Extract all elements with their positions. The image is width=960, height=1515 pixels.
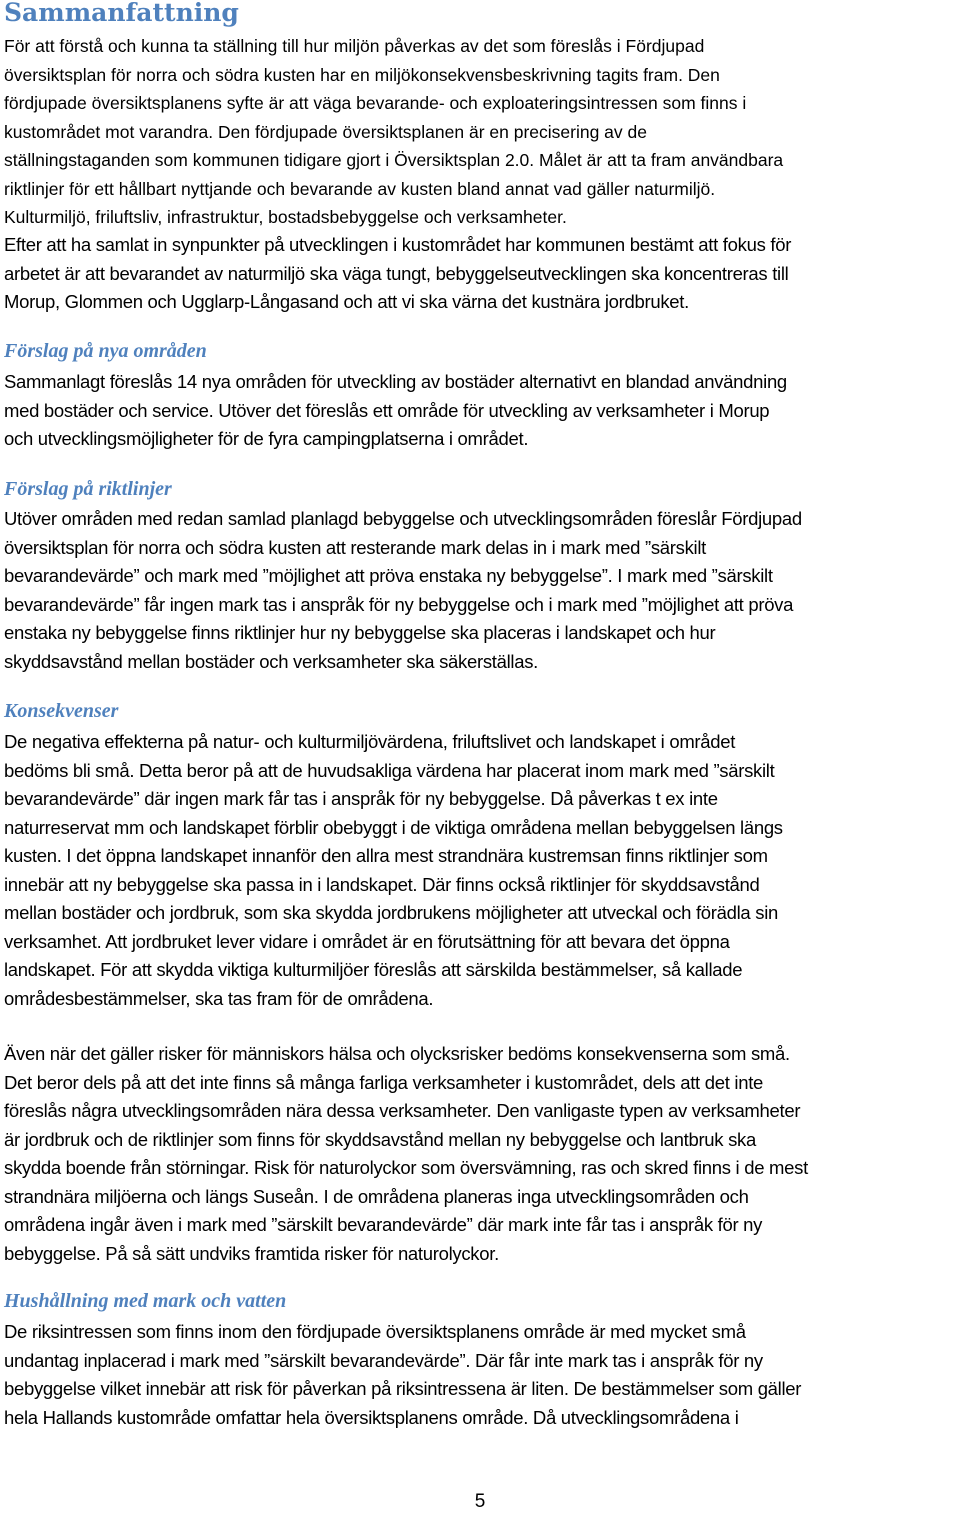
text-line: Sammanlagt föreslås 14 nya områden för utveckling av bostäder alternativt en blandad användning [4, 371, 787, 392]
text-line: bedöms bli små. Detta beror på att de huvudsakliga värdena har placerat inom mark med ”särskilt [4, 759, 775, 781]
text-line: verksamhet. Att jordbruket lever vidare i området är en förutsättning för att bevara det öppna [4, 930, 730, 952]
heading-forslag-omraden: Förslag på nya områden [4, 340, 207, 362]
text-line: ställningstaganden som kommunen tidigare gjort i Översiktsplan 2.0. Målet är att ta fram användbara [4, 150, 784, 170]
text-line: översiktsplan för norra och södra kusten att resterande mark delas in i mark med ”särskilt [4, 536, 706, 558]
text-line: bevarandevärde” och mark med ”möjlighet att pröva enstaka ny bebyggelse”. I mark med ”särskilt [4, 565, 773, 586]
text-line: kustområdet mot varandra. Den fördjupade översiktsplanen är en precisering av de [4, 121, 647, 142]
text-line: och utvecklingsmöjligheter för de fyra campingplatserna i området. [4, 428, 529, 449]
text-line: riktlinjer för ett hållbart nyttjande och bevarande av kusten bland annat vad gäller naturmiljö. [4, 178, 716, 199]
text-line: skyddsavstånd mellan bostäder och verksamheter ska säkerställas. [4, 650, 539, 672]
text-line: naturreservat mm och landskapet förblir obebyggt i de viktiga områdena mellan bebyggelsen längs [4, 816, 783, 838]
text-line: bebyggelse. På så sätt undviks framtida risker för naturolyckor. [4, 1242, 499, 1264]
text-line: undantag inplacerad i mark med ”särskilt bevarandevärde”. Där får inte mark tas i anspråk för ny [4, 1349, 763, 1371]
text-line: För att förstå och kunna ta ställning till hur miljön påverkas av det som föreslås i Fördjupad [4, 36, 705, 56]
text-line: föreslås några utvecklingsområden nära dessa verksamheter. Den vanligaste typen av verksamheter [4, 1100, 801, 1121]
page-number: 5 [474, 1491, 486, 1512]
text-line: mellan bostäder och jordbruk, som ska skydda jordbrukens möjligheter att utveckal och förädla sin [4, 902, 778, 923]
paragraph-konsekvenser-1 [4, 728, 958, 1013]
text-line: arbetet är att bevarandet av naturmiljö ska väga tungt, bebyggelseutvecklingen ska koncentreras till [4, 262, 789, 284]
text-line: innebär att ny bebyggelse ska passa in i landskapet. Där finns också riktlinjer för skyddsavstånd [4, 873, 760, 895]
paragraph-forslag-omraden [4, 368, 958, 454]
text-line: fördjupade översiktsplanens syfte är att väga bevarande- och exploateringsintressen som finns i [4, 93, 747, 113]
text-line: områdena ingår även i mark med ”särskilt bevarandevärde” där mark inte får tas i anspråk för ny [4, 1214, 763, 1235]
text-line: Utöver områden med redan samlad planlagd bebyggelse och utvecklingsområden föreslår Fördjupad [4, 508, 802, 529]
text-line: Även när det gäller risker för människors hälsa och olycksrisker bedöms konsekvenserna som små. [4, 1043, 790, 1064]
text-line: översiktsplan för norra och södra kusten har en miljökonsekvensbeskrivning tagits fram. Den [4, 64, 720, 85]
text-line: områdesbestämmelser, ska tas fram för de områdena. [4, 987, 434, 1009]
text-line: bebyggelse vilket innebär att risk för påverkan på riksintressena är liten. De bestämmelser som gäller [4, 1378, 802, 1399]
heading-forslag-riktlinjer: Förslag på riktlinjer [4, 478, 172, 500]
paragraph-konsekvenser-2 [4, 1040, 958, 1268]
text-line: De riksintressen som finns inom den fördjupade översiktsplanens område är med mycket små [4, 1321, 746, 1342]
text-line: skydda boende från störningar. Risk för naturolyckor som översvämning, ras och skred finns i de mest [4, 1157, 808, 1178]
paragraph-sammanfattning-2 [4, 231, 958, 317]
paragraph-hushallning [4, 1318, 958, 1432]
text-line: strandnära miljöerna och längs Suseån. I de områdena planeras inga utvecklingsområden och [4, 1185, 749, 1207]
text-line: bevarandevärde” får ingen mark tas i anspråk för ny bebyggelse och i mark med ”möjlighet att pröva [4, 593, 794, 615]
text-line: enstaka ny bebyggelse finns riktlinjer hur ny bebyggelse ska placeras i landskapet och hur [4, 622, 716, 643]
paragraph-forslag-riktlinjer [4, 505, 958, 676]
paragraph-sammanfattning-1 [4, 32, 958, 232]
text-line: hela Hallands kustområde omfattar hela översiktsplanens område. Då utvecklingsområdena i [4, 1406, 739, 1428]
text-line: kusten. I det öppna landskapet innanför den allra mest strandnära kustremsan finns riktlinjer som [4, 845, 768, 866]
heading-sammanfattning: Sammanfattning [4, 0, 239, 27]
text-line: Morup, Glommen och Ugglarp-Långasand och att vi ska värna det kustnära jordbruket. [4, 291, 689, 312]
heading-konsekvenser: Konsekvenser [4, 700, 119, 722]
text-line: landskapet. För att skydda viktiga kulturmiljöer föreslås att särskilda bestämmelser, så kallade [4, 959, 743, 980]
text-line: är jordbruk och de riktlinjer som finns för skyddsavstånd mellan ny bebyggelse och lantbruk ska [4, 1128, 756, 1150]
heading-hushallning: Hushållning med mark och vatten [4, 1290, 287, 1312]
text-line: med bostäder och service. Utöver det föreslås ett område för utveckling av verksamheter i Morup [4, 399, 770, 421]
text-line: bevarandevärde” där ingen mark får tas i anspråk för ny bebyggelse. Då påverkas t ex inte [4, 788, 718, 809]
text-line: Det beror dels på att det inte finns så många farliga verksamheter i kustområdet, dels att det inte [4, 1071, 764, 1093]
text-line: Efter att ha samlat in synpunkter på utvecklingen i kustområdet har kommunen bestämt att fokus för [4, 234, 792, 255]
text-line: De negativa effekterna på natur- och kulturmiljövärdena, friluftslivet och landskapet i området [4, 731, 736, 752]
text-line: Kulturmiljö, friluftsliv, infrastruktur, bostadsbebyggelse och verksamheter. [4, 207, 567, 227]
